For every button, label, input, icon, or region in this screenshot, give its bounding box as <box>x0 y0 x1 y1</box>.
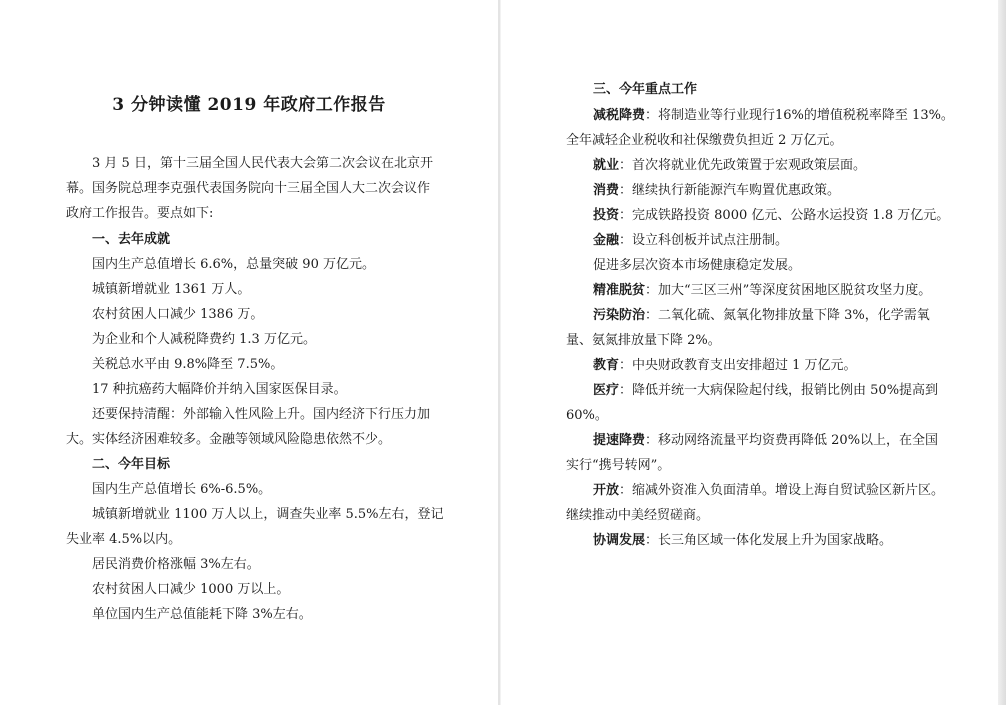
intro-line-3: 政府工作报告。要点如下: <box>66 206 214 221</box>
priority-text: ：中央财政教育支出安排超过 1 万亿元。 <box>619 358 857 373</box>
priority-label: 投资 <box>593 208 620 223</box>
priority-tax <box>593 107 954 124</box>
priority-label: 提速降费 <box>593 433 646 448</box>
achievement-item: 为企业和个人减税降费约 1.3 万亿元。 <box>92 332 316 347</box>
priority-consumption <box>593 182 840 199</box>
achievement-item: 农村贫困人口减少 1386 万。 <box>92 307 264 322</box>
priority-label: 消费 <box>593 183 620 198</box>
priority-label: 医疗 <box>593 383 620 398</box>
priority-investment <box>593 207 949 224</box>
left-page <box>0 0 498 705</box>
priority-pollution-continued: 量、氨氮排放量下降 2%。 <box>566 333 721 348</box>
target-item: 国内生产总值增长 6%-6.5%。 <box>92 482 272 497</box>
priority-finance-continued: 促进多层次资本市场健康稳定发展。 <box>593 258 802 273</box>
section-heading-priorities: 三、今年重点工作 <box>593 82 698 97</box>
warning-line-1: 还要保持清醒：外部输入性风险上升。国内经济下行压力加 <box>92 407 431 422</box>
target-item: 居民消费价格涨幅 3%左右。 <box>92 557 260 572</box>
priority-label: 污染防治 <box>593 308 646 323</box>
priority-text: ：二氧化硫、氮氧化物排放量下降 3%，化学需氧 <box>645 308 930 323</box>
document-title: 3 分钟读懂 2019 年政府工作报告 <box>112 95 386 115</box>
intro-line-1: 3 月 5 日，第十三届全国人民代表大会第二次会议在北京开 <box>92 156 433 171</box>
priority-coordination <box>593 532 892 549</box>
priority-text: ：缩减外资准入负面清单。增设上海自贸试验区新片区。 <box>619 483 945 498</box>
achievement-item: 城镇新增就业 1361 万人。 <box>92 282 251 297</box>
priority-text: ：移动网络流量平均资费再降低 20%以上，在全国 <box>645 433 939 448</box>
priority-text: ：将制造业等行业现行16%的增值税税率降至 13%。 <box>645 108 954 123</box>
priority-text: ：降低并统一大病保险起付线，报销比例由 50%提高到 <box>619 383 939 398</box>
priority-label: 减税降费 <box>593 108 646 123</box>
priority-label: 精准脱贫 <box>593 283 646 298</box>
right-page <box>500 0 1000 705</box>
warning-line-2: 大。实体经济困难较多。金融等领域风险隐患依然不少。 <box>66 432 392 447</box>
priority-label: 教育 <box>593 358 620 373</box>
priority-education <box>593 357 857 374</box>
priority-tax-continued: 全年减轻企业税收和社保缴费负担近 2 万亿元。 <box>566 133 843 148</box>
target-item: 农村贫困人口减少 1000 万以上。 <box>92 582 290 597</box>
achievement-item: 国内生产总值增长 6.6%，总量突破 90 万亿元。 <box>92 257 375 272</box>
target-item: 城镇新增就业 1100 万人以上，调查失业率 5.5%左右，登记 <box>92 507 444 522</box>
priority-label: 协调发展 <box>593 533 646 548</box>
priority-text: ：加大“三区三州”等深度贫困地区脱贫攻坚力度。 <box>645 283 932 298</box>
achievement-item: 17 种抗癌药大幅降价并纳入国家医保目录。 <box>92 382 347 397</box>
priority-text: ：继续执行新能源汽车购置优惠政策。 <box>619 183 841 198</box>
target-item: 单位国内生产总值能耗下降 3%左右。 <box>92 607 312 622</box>
priority-poverty <box>593 282 931 299</box>
priority-text: ：首次将就业优先政策置于宏观政策层面。 <box>619 158 867 173</box>
priority-text: ：完成铁路投资 8000 亿元、公路水运投资 1.8 万亿元。 <box>619 208 950 223</box>
priority-medical-continued: 60%。 <box>566 408 608 423</box>
priority-opening <box>593 482 944 499</box>
priority-label: 金融 <box>593 233 620 248</box>
priority-network <box>593 432 938 449</box>
achievement-item: 关税总水平由 9.8%降至 7.5%。 <box>92 357 284 372</box>
priority-opening-continued: 继续推动中美经贸磋商。 <box>566 508 710 523</box>
priority-text: ：设立科创板并试点注册制。 <box>619 233 789 248</box>
priority-label: 开放 <box>593 483 620 498</box>
priority-text: ：长三角区域一体化发展上升为国家战略。 <box>645 533 893 548</box>
intro-line-2: 幕。国务院总理李克强代表国务院向十三届全国人大二次会议作 <box>66 181 431 196</box>
priority-pollution <box>593 307 930 324</box>
priority-medical <box>593 382 938 399</box>
target-item-continued: 失业率 4.5%以内。 <box>66 532 182 547</box>
priority-label: 就业 <box>593 158 620 173</box>
section-heading-achievements: 一、去年成就 <box>92 232 171 247</box>
section-heading-targets: 二、今年目标 <box>92 457 171 472</box>
priority-network-continued: 实行“携号转网”。 <box>566 458 671 473</box>
priority-employment <box>593 157 866 174</box>
priority-finance <box>593 232 788 249</box>
page-edge-shadow <box>998 0 1006 705</box>
